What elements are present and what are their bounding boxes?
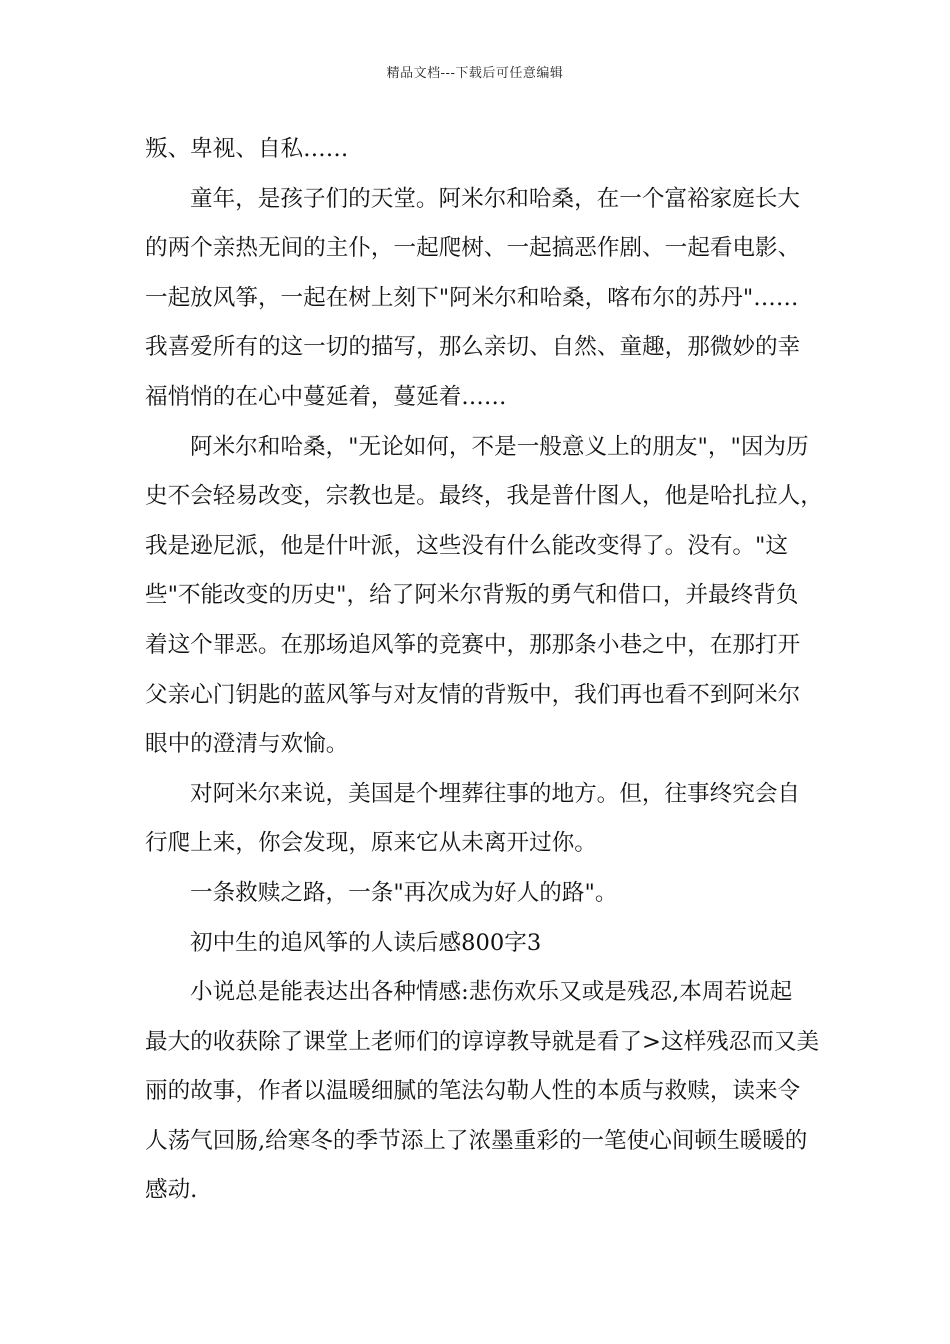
text-line: 一条救赎之路，一条"再次成为好人的路"。 (190, 879, 618, 906)
text-line: 最大的收获除了课堂上老师们的谆谆教导就是看了>这样残忍而又美 (145, 1028, 820, 1055)
text-line: 小说总是能表达出各种情感:悲伤欢乐又或是残忍,本周若说起 (190, 979, 793, 1006)
text-line: 丽的故事，作者以温暖细腻的笔法勾勒人性的本质与救赎，读来令 (145, 1078, 801, 1105)
text-line: 童年，是孩子们的天堂。阿米尔和哈桑，在一个富裕家庭长大 (190, 185, 801, 212)
text-line: 感动. (145, 1177, 198, 1204)
document-body (145, 125, 825, 1216)
text-line: 福悄悄的在心中蔓延着，蔓延着…… (145, 383, 507, 410)
section-heading: 初中生的追风筝的人读后感800字3 (190, 929, 542, 956)
text-line: 的两个亲热无间的主仆，一起爬树、一起搞恶作剧、一起看电影、 (145, 235, 801, 262)
text-line: 些"不能改变的历史"，给了阿米尔背叛的勇气和借口，并最终背负 (145, 582, 799, 609)
text-line: 着这个罪恶。在那场追风筝的竞赛中，那那条小巷之中，在那打开 (145, 631, 801, 658)
text-line: 阿米尔和哈桑，"无论如何，不是一般意义上的朋友"，"因为历 (190, 433, 809, 460)
text-line: 叛、卑视、自私…… (145, 136, 349, 162)
text-line: 对阿米尔来说，美国是个埋葬往事的地方。但，往事终究会自 (190, 780, 801, 807)
text-line: 史不会轻易改变，宗教也是。最终，我是普什图人，他是哈扎拉人， (145, 483, 823, 510)
text-line: 我是逊尼派，他是什叶派，这些没有什么能改变得了。没有。"这 (145, 532, 789, 559)
text-line: 一起放风筝，一起在树上刻下"阿米尔和哈桑，喀布尔的苏丹"…… (145, 284, 799, 311)
text-line: 眼中的澄清与欢愉。 (145, 731, 349, 758)
text-line: 行爬上来，你会发现，原来它从未离开过你。 (145, 830, 597, 857)
text-line: 人荡气回肠,给寒冬的季节添上了浓墨重彩的一笔使心间顿生暖暖的 (145, 1127, 808, 1154)
page-header: 精品文档---下载后可任意编辑 (386, 66, 564, 81)
text-line: 父亲心门钥匙的蓝风筝与对友情的背叛中，我们再也看不到阿米尔 (145, 681, 801, 708)
text-line: 我喜爱所有的这一切的描写，那么亲切、自然、童趣，那微妙的幸 (145, 334, 801, 361)
